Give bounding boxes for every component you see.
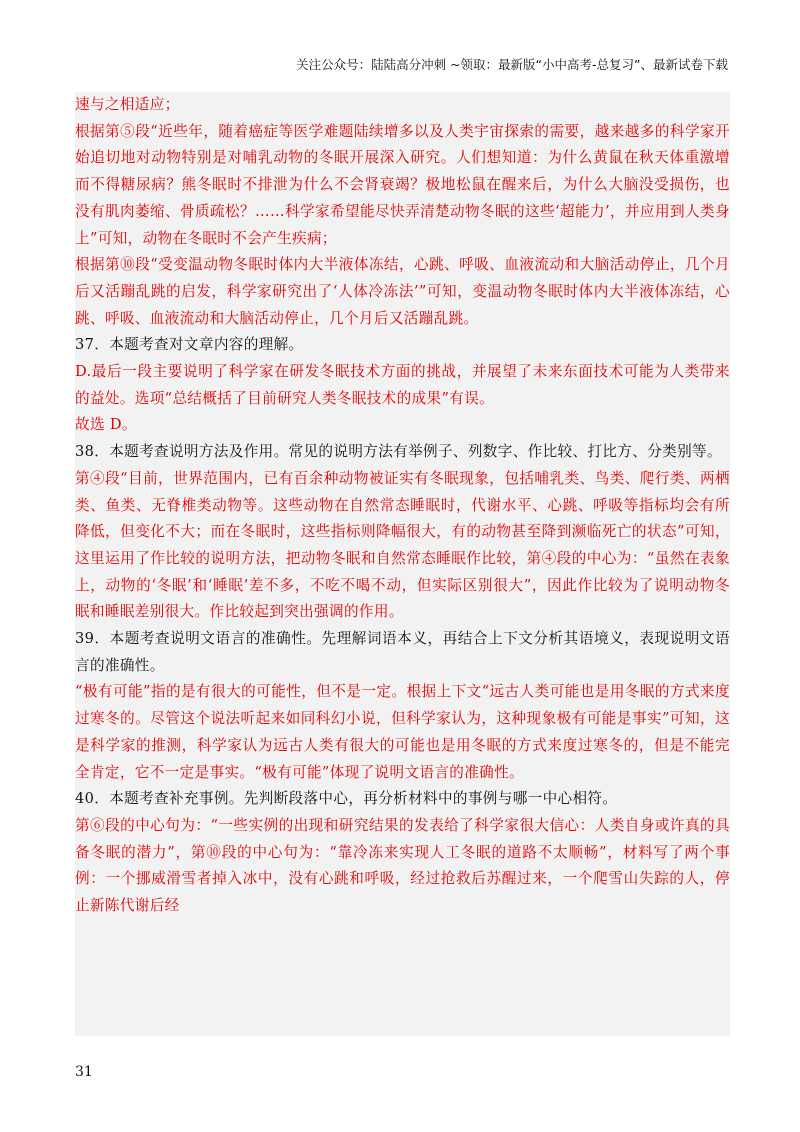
paragraph-11: 第⑥段的中心句为：“一些实例的出现和研究结果的发表给了科学家很大信心：人类自身或许真的具备冬眠的潜力”，第⑩段的中心句为：“靠冷冻来实现人工冬眠的道路不太顺畅”，材料写了两个事例：一个挪威滑雪者掉入冰中，没有心跳和呼吸，经过抢救后苏醒过来，一个爬雪山失踪的人，停止新陈代谢后经	[75, 816, 730, 915]
paragraph-10: 40．本题考查补充事例。先判断段落中心，再分析材料中的事例与哪一中心相符。	[75, 790, 618, 808]
paragraph-5: 故选 D。	[75, 416, 137, 434]
paragraph-0: 速与之相适应；	[75, 96, 180, 113]
paragraph-4: D.最后一段主要说明了科学家在研发冬眠技术方面的挑战，并展望了未来东面技术可能为人类带来的益处。选项“总结概括了目前研究人类冬眠技术的成果”有误。	[75, 363, 730, 407]
page-number: 31	[75, 1064, 93, 1080]
paragraph-1: 根据第⑤段“近些年，随着癌症等医学难题陆续增多以及人类宇宙探索的需要，越来越多的科学家开始追切地对动物特别是对哺乳动物的冬眠开展深入研究。人们想知道：为什么黄鼠在秋天体重激增而不得糖尿病？熊冬眠时不排泄为什么不会肾衰竭？极地松鼠在醒来后，为什么大脑没受损伤，也没有肌肉萎缩、骨质疏松？……科学家希望能尽快弄清楚动物冬眠的这些‘超能力’，并应用到人类身上”可知，动物在冬眠时不会产生疾病；	[75, 122, 730, 247]
paragraph-6: 38．本题考查说明方法及作用。常见的说明方法有举例子、列数字、作比较、打比方、分类别等。	[75, 443, 722, 461]
paragraph-8: 39．本题考查说明文语言的准确性。先理解词语本义，再结合上下文分析其语境义，表现说明文语言的准确性。	[75, 630, 730, 674]
page-header: 关注公众号：陆陆高分冲刺 ~领取：最新版“小中高考-总复习”、最新试卷下载	[296, 57, 728, 72]
paragraph-7: 第④段“目前，世界范围内，已有百余种动物被证实有冬眠现象，包括哺乳类、鸟类、爬行类、两栖类、鱼类、无脊椎类动物等。这些动物在自然常态睡眠时，代谢水平、心跳、呼吸等指标均会有所降低，但变化不大；而在冬眠时，这些指标则降幅很大，有的动物甚至降到濒临死亡的状态”可知，这里运用了作比较的说明方法，把动物冬眠和自然常态睡眠作比较，第④段的中心为：“虽然在表象上，动物的‘冬眠’和‘睡眠’差不多，不吃不喝不动，但实际区别很大”，因此作比较为了说明动物冬眠和睡眠差别很大。作比较起到突出强调的作用。	[75, 469, 730, 621]
paragraph-3: 37．本题考查对文章内容的理解。	[75, 336, 304, 354]
document-body	[75, 92, 730, 1036]
paragraph-2: 根据第⑩段“受变温动物冬眠时体内大半液体冻结，心跳、呼吸、血液流动和大脑活动停止，几个月后又活蹦乱跳的启发，科学家研究出了‘人体冷冻法’”可知，变温动物冬眠时体内大半液体冻结，心跳、呼吸、血液流动和大脑活动停止，几个月后又活蹦乱跳。	[75, 256, 730, 327]
paragraph-9: “极有可能”指的是有很大的可能性，但不是一定。根据上下文“远古人类可能也是用冬眠的方式来度过寒冬的。尽管这个说法听起来如同科幻小说，但科学家认为，这种现象极有可能是事实”可知，这是科学家的推测，科学家认为远古人类有很大的可能也是用冬眠的方式来度过寒冬的，但是不能完全肯定，它不一定是事实。“极有可能”体现了说明文语言的准确性。	[75, 683, 730, 781]
